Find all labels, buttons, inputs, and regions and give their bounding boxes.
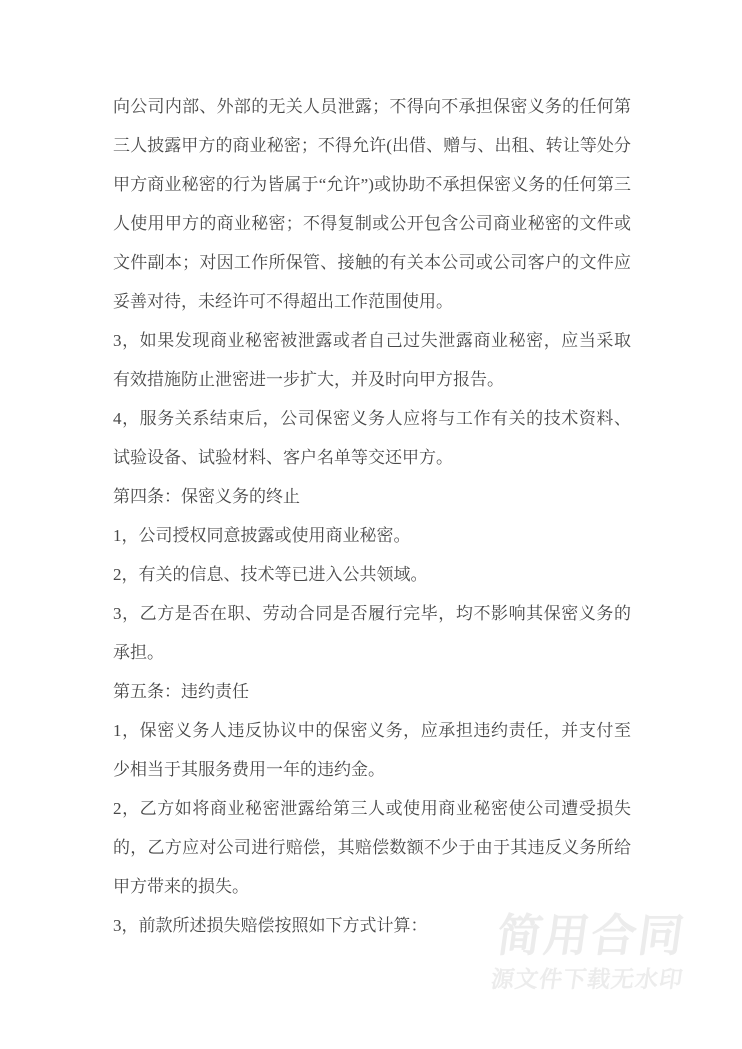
section-4-heading: 第四条：保密义务的终止 <box>113 487 300 506</box>
section-5-heading: 第五条：违约责任 <box>113 682 249 701</box>
section-4-item-1: 1，公司授权同意披露或使用商业秘密。 <box>113 526 411 545</box>
contract-body <box>113 87 631 945</box>
watermark-subtitle-text: 源文件下载无水印 <box>489 966 686 992</box>
section-4-item-2: 2，有关的信息、技术等已进入公共领域。 <box>113 565 428 584</box>
clause-item-4: 4，服务关系结束后，公司保密义务人应将与工作有关的技术资料、试验设备、试验材料、客户名单等交还甲方。 <box>113 409 631 467</box>
section-5-item-1: 1，保密义务人违反协议中的保密义务，应承担违约责任，并支付至少相当于其服务费用一年的违约金。 <box>113 721 631 779</box>
watermark-logo-text: 简用合同 <box>493 910 689 961</box>
clause-item-3: 3，如果发现商业秘密被泄露或者自己过失泄露商业秘密，应当采取有效措施防止泄密进一步扩大，并及时向甲方报告。 <box>113 331 631 389</box>
section-5-item-2: 2，乙方如将商业秘密泄露给第三人或使用商业秘密使公司遭受损失的，乙方应对公司进行赔偿，其赔偿数额不少于由于其违反义务所给甲方带来的损失。 <box>113 799 631 896</box>
section-4-item-3: 3，乙方是否在职、劳动合同是否履行完毕，均不影响其保密义务的承担。 <box>113 604 631 662</box>
clause-continuation-paragraph: 向公司内部、外部的无关人员泄露；不得向不承担保密义务的任何第三人披露甲方的商业秘密；不得允许(出借、赠与、出租、转让等处分甲方商业秘密的行为皆属于“允许”)或协助不承担保密义务的任何第三人使用甲方的商业秘密；不得复制或公开包含公司商业秘密的文件或文件副本；对因工作所保管、接触的有关本公司或公司客户的文件应妥善对待，未经许可不得超出工作范围使用。 <box>113 97 631 311</box>
section-5-item-3: 3，前款所述损失赔偿按照如下方式计算： <box>113 916 428 935</box>
